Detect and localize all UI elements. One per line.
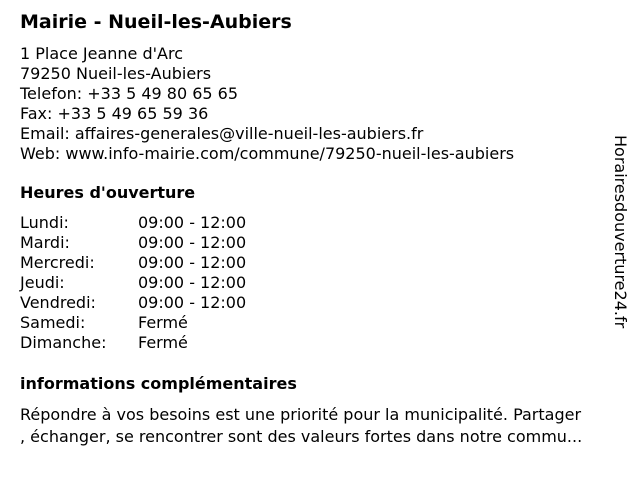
phone-number: Telefon: +33 5 49 80 65 65 bbox=[20, 84, 239, 103]
opening-hours-heading: Heures d'ouverture bbox=[20, 183, 196, 202]
hours-value: 09:00 - 12:00 bbox=[138, 293, 247, 312]
fax-number: Fax: +33 5 49 65 59 36 bbox=[20, 104, 209, 123]
address-street: 1 Place Jeanne d'Arc bbox=[20, 44, 183, 63]
day-label: Jeudi: bbox=[20, 273, 65, 292]
day-label: Vendredi: bbox=[20, 293, 96, 312]
day-label: Mardi: bbox=[20, 233, 70, 252]
page-title: Mairie - Nueil-les-Aubiers bbox=[20, 11, 292, 33]
address-city: 79250 Nueil-les-Aubiers bbox=[20, 64, 212, 83]
hours-value: Fermé bbox=[138, 313, 188, 332]
description-line: Répondre à vos besoins est une priorité pour la municipalité. Partager bbox=[20, 405, 582, 424]
site-watermark: Horairesdouverture24.fr bbox=[611, 135, 630, 329]
additional-info-heading: informations complémentaires bbox=[20, 374, 297, 393]
description-line: , échanger, se rencontrer sont des valeurs fortes dans notre commu... bbox=[20, 427, 583, 446]
website-address: Web: www.info-mairie.com/commune/79250-nueil-les-aubiers bbox=[20, 144, 515, 163]
day-label: Samedi: bbox=[20, 313, 86, 332]
email-address: Email: affaires-generales@ville-nueil-les-aubiers.fr bbox=[20, 124, 424, 143]
hours-value: 09:00 - 12:00 bbox=[138, 213, 247, 232]
hours-value: Fermé bbox=[138, 333, 188, 352]
day-label: Mercredi: bbox=[20, 253, 95, 272]
hours-value: 09:00 - 12:00 bbox=[138, 233, 247, 252]
day-label: Dimanche: bbox=[20, 333, 107, 352]
hours-value: 09:00 - 12:00 bbox=[138, 253, 247, 272]
contact-block bbox=[20, 44, 514, 164]
day-label: Lundi: bbox=[20, 213, 69, 232]
hours-value: 09:00 - 12:00 bbox=[138, 273, 247, 292]
description-text bbox=[20, 404, 632, 448]
